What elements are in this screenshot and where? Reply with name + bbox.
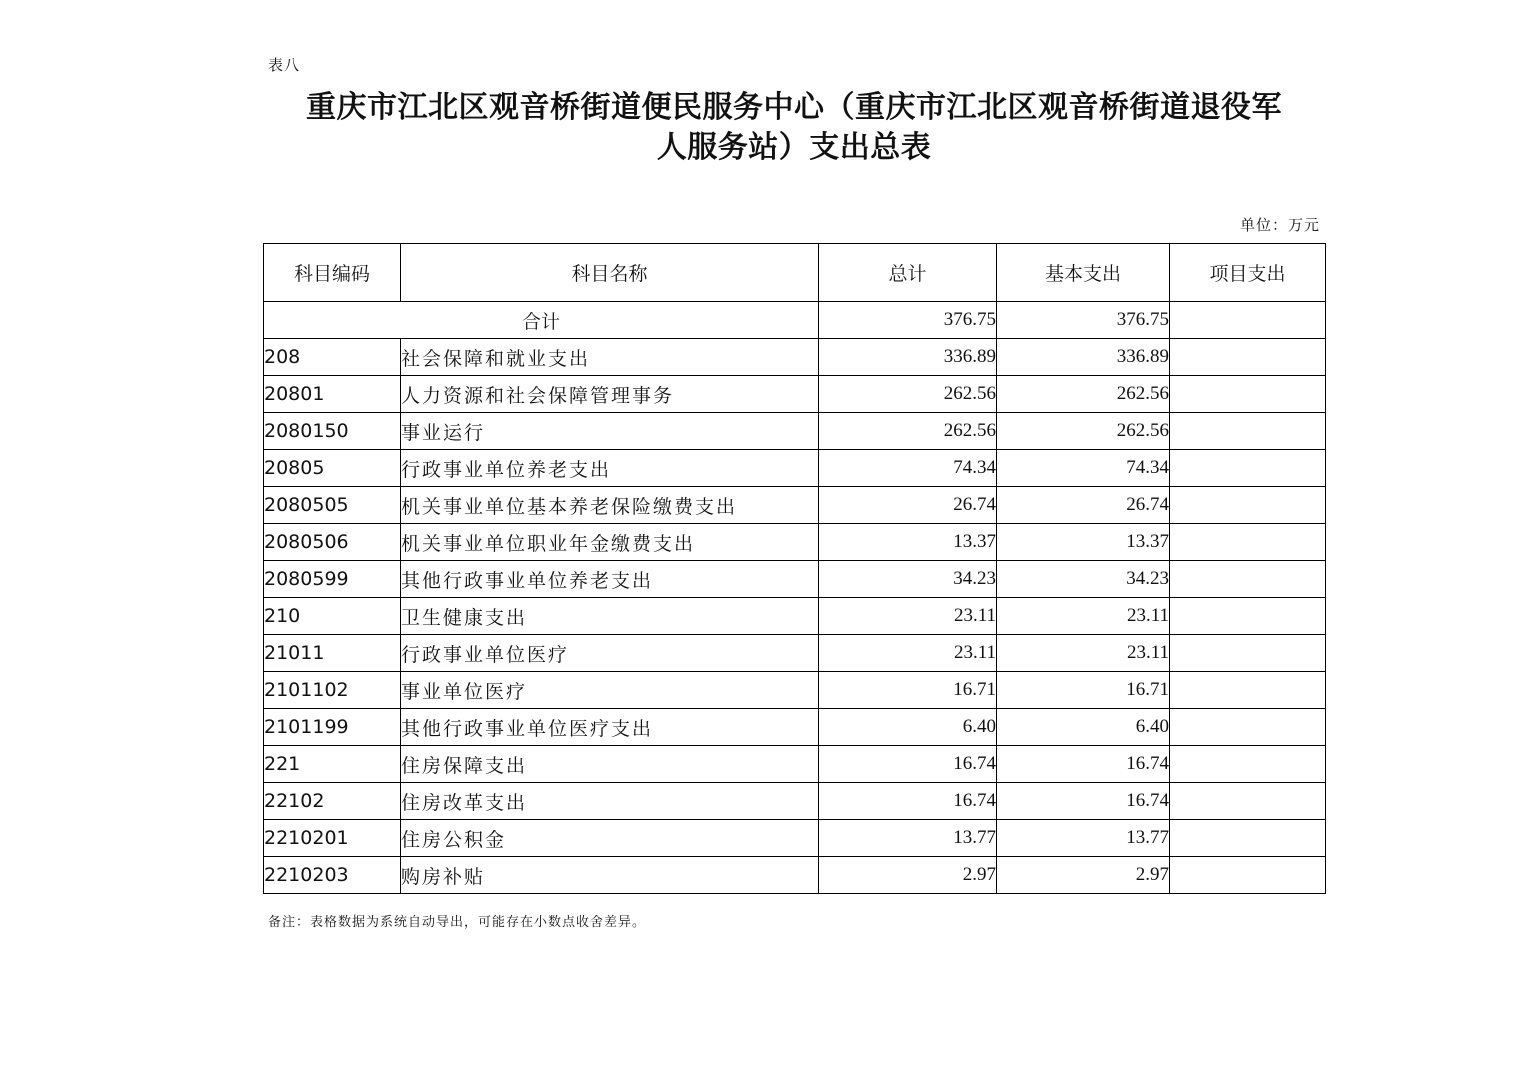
expenditure-table [263,243,1326,894]
row-code: 2080599 [264,561,401,598]
table-row [264,524,1326,561]
row-total: 262.56 [819,413,997,450]
row-code: 2080505 [264,487,401,524]
header-name: 科目名称 [401,244,819,302]
row-name: 社会保障和就业支出 [401,339,819,376]
row-total: 2.97 [819,857,997,894]
row-name: 人力资源和社会保障管理事务 [401,376,819,413]
table-row [264,857,1326,894]
total-sum: 376.75 [819,302,997,339]
row-name: 机关事业单位职业年金缴费支出 [401,524,819,561]
row-project [1170,413,1326,450]
row-code: 2101102 [264,672,401,709]
table-label: 表八 [268,56,301,74]
row-total: 6.40 [819,709,997,746]
row-basic: 34.23 [997,561,1170,598]
row-code: 2210201 [264,820,401,857]
row-code: 2210203 [264,857,401,894]
row-basic: 16.71 [997,672,1170,709]
row-project [1170,672,1326,709]
row-total: 262.56 [819,376,997,413]
row-name: 事业单位医疗 [401,672,819,709]
row-name: 其他行政事业单位养老支出 [401,561,819,598]
row-name: 事业运行 [401,413,819,450]
row-name: 住房公积金 [401,820,819,857]
row-basic: 13.37 [997,524,1170,561]
table-row [264,450,1326,487]
footnote: 备注：表格数据为系统自动导出，可能存在小数点收舍差异。 [268,915,647,930]
table-row [264,783,1326,820]
table-row [264,598,1326,635]
table-row [264,376,1326,413]
row-total: 23.11 [819,635,997,672]
table-row [264,709,1326,746]
total-row [264,302,1326,339]
row-basic: 23.11 [997,635,1170,672]
row-basic: 16.74 [997,746,1170,783]
row-basic: 26.74 [997,487,1170,524]
header-project: 项目支出 [1170,244,1326,302]
row-name: 机关事业单位基本养老保险缴费支出 [401,487,819,524]
row-code: 21011 [264,635,401,672]
row-total: 74.34 [819,450,997,487]
row-basic: 13.77 [997,820,1170,857]
row-basic: 74.34 [997,450,1170,487]
row-total: 16.74 [819,746,997,783]
row-total: 13.37 [819,524,997,561]
row-basic: 6.40 [997,709,1170,746]
total-label: 合计 [264,302,819,339]
table-row [264,487,1326,524]
row-basic: 262.56 [997,376,1170,413]
table-row [264,746,1326,783]
row-basic: 336.89 [997,339,1170,376]
row-project [1170,820,1326,857]
row-name: 行政事业单位医疗 [401,635,819,672]
row-name: 卫生健康支出 [401,598,819,635]
row-project [1170,561,1326,598]
row-basic: 2.97 [997,857,1170,894]
row-project [1170,339,1326,376]
row-code: 20805 [264,450,401,487]
row-project [1170,487,1326,524]
row-code: 2080506 [264,524,401,561]
row-name: 其他行政事业单位医疗支出 [401,709,819,746]
row-name: 行政事业单位养老支出 [401,450,819,487]
row-code: 20801 [264,376,401,413]
row-project [1170,709,1326,746]
title-line-2: 人服务站）支出总表 [656,130,932,165]
header-row [264,244,1326,302]
table-row [264,672,1326,709]
row-total: 16.71 [819,672,997,709]
row-code: 210 [264,598,401,635]
row-project [1170,450,1326,487]
row-project [1170,635,1326,672]
header-code: 科目编码 [264,244,401,302]
total-basic: 376.75 [997,302,1170,339]
row-total: 13.77 [819,820,997,857]
row-project [1170,783,1326,820]
row-project [1170,376,1326,413]
table-row [264,413,1326,450]
row-total: 34.23 [819,561,997,598]
row-name: 住房保障支出 [401,746,819,783]
header-total: 总计 [819,244,997,302]
title-line-1: 重庆市江北区观音桥街道便民服务中心（重庆市江北区观音桥街道退役军 [306,90,1282,125]
document-title [262,88,1326,168]
header-basic: 基本支出 [997,244,1170,302]
row-total: 23.11 [819,598,997,635]
row-project [1170,524,1326,561]
row-total: 26.74 [819,487,997,524]
row-basic: 262.56 [997,413,1170,450]
row-total: 16.74 [819,783,997,820]
row-basic: 16.74 [997,783,1170,820]
row-code: 2080150 [264,413,401,450]
row-code: 221 [264,746,401,783]
row-basic: 23.11 [997,598,1170,635]
row-name: 住房改革支出 [401,783,819,820]
row-name: 购房补贴 [401,857,819,894]
table-row [264,820,1326,857]
row-project [1170,746,1326,783]
total-project [1170,302,1326,339]
row-code: 208 [264,339,401,376]
row-code: 22102 [264,783,401,820]
row-project [1170,857,1326,894]
row-code: 2101199 [264,709,401,746]
row-project [1170,598,1326,635]
row-total: 336.89 [819,339,997,376]
table-row [264,635,1326,672]
unit-label: 单位：万元 [1239,216,1320,234]
table-row [264,561,1326,598]
table-row [264,339,1326,376]
